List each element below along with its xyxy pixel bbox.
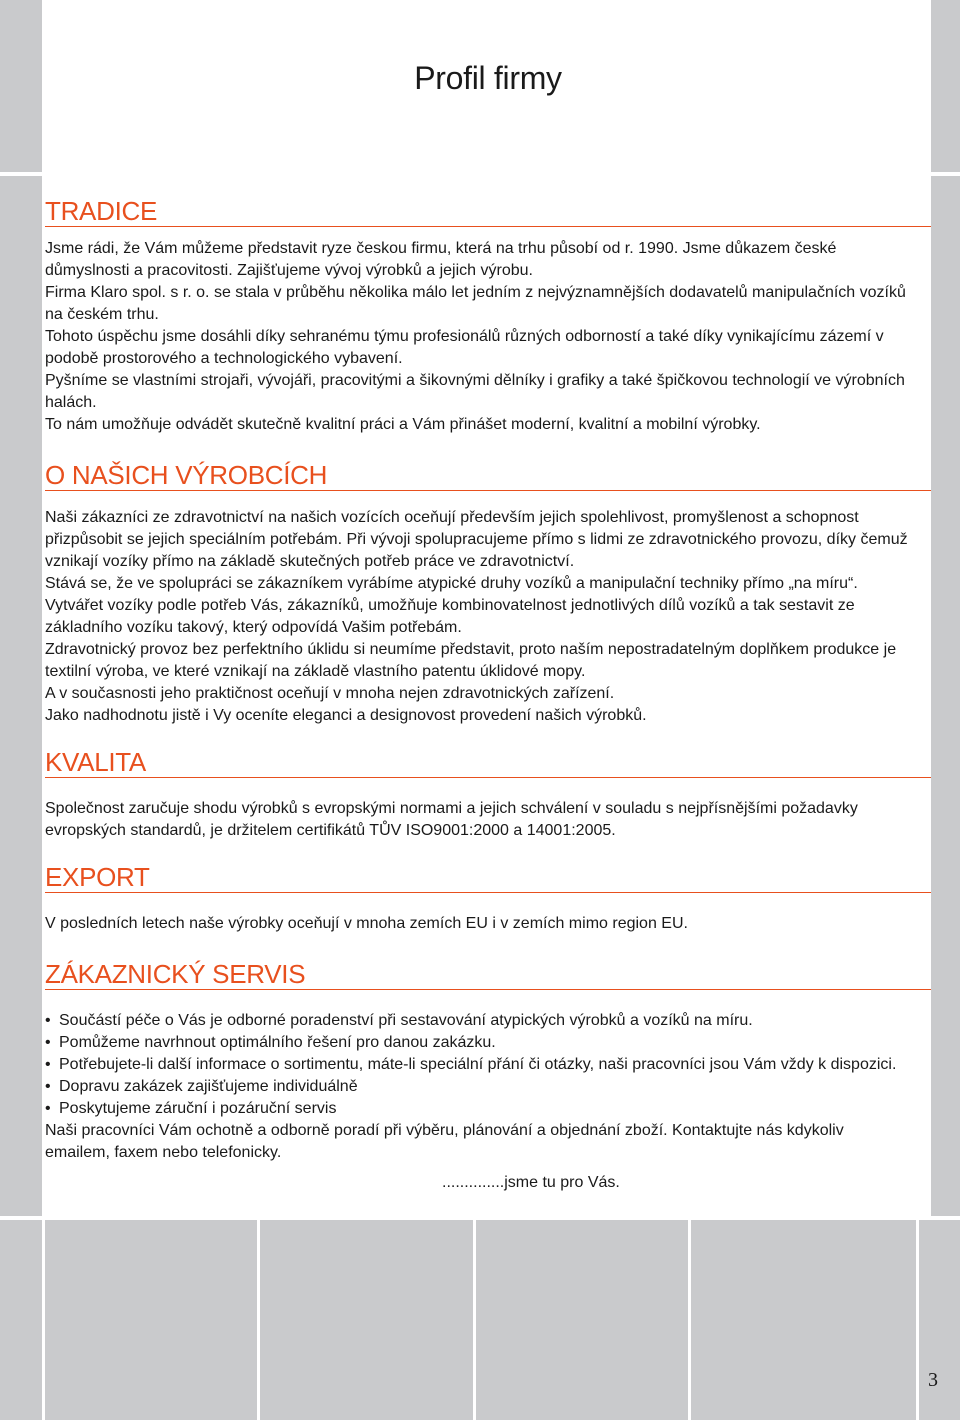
frame-cell-middle-left xyxy=(0,176,42,1216)
kvalita-paragraph-1: Společnost zaručuje shodu výrobků s evropskými normami a jejich schválení v souladu s nejpřísnějšími požadavky evropských standardů, je držitelem certifikátů TŮV ISO9001:2000 a 14001:2005. xyxy=(45,800,858,839)
servis-closing-paragraph: Naši pracovníci Vám ochotně a odborně poradí při výběru, plánování a objednání zboží. Kontaktujte nás kdykoliv emailem, faxem nebo telefonicky. xyxy=(45,1122,844,1161)
frame-cell-bottom-1 xyxy=(45,1220,257,1420)
section-tradice xyxy=(45,196,931,436)
list-item: • Poskytujeme záruční i pozáruční servis xyxy=(45,1098,931,1120)
section-servis xyxy=(45,959,931,1194)
tradice-paragraph-5: To nám umožňuje odvádět skutečně kvalitní práci a Vám přinášet moderní, kvalitní a mobilní výrobky. xyxy=(45,416,761,433)
vyrobky-paragraph-1: Naši zákazníci ze zdravotnictví na našich vozících oceňují především jejich spolehlivost, promyšlenost a schopnost přizpůsobit se jejich speciálním potřebám. Při vývoji spolupracujeme přímo s lidmi ze zdravotnického provozu, díky čemuž vznikají vozíky přímo na základě skutečných potřeb práce ve zdravotnictví. xyxy=(45,509,908,570)
frame-cell-bottom-2 xyxy=(260,1220,473,1420)
vyrobky-paragraph-3: Zdravotnický provoz bez perfektního úklidu si neumíme představit, proto naším nepostradatelným doplňkem produkce je textilní výroba, ve které vznikají na základě vlastního patentu úklidové mopy. xyxy=(45,641,897,680)
list-item: • Součástí péče o Vás je odborné poradenství při sestavování atypických výrobků a vozíků na míru. xyxy=(45,1010,931,1032)
frame-cell-bottom-left xyxy=(0,1220,42,1420)
section-heading-servis: ZÁKAZNICKÝ SERVIS xyxy=(45,959,931,990)
servis-signoff: ..............jsme tu pro Vás. xyxy=(442,1174,620,1191)
servis-bullet-list xyxy=(45,1010,931,1120)
frame-cell-bottom-4 xyxy=(691,1220,916,1420)
page-content xyxy=(45,176,931,1194)
export-paragraph-1: V posledních letech naše výrobky oceňují v mnoha zemích EU i v zemích mimo region EU. xyxy=(45,915,688,932)
section-heading-export: EXPORT xyxy=(45,862,931,893)
vyrobky-paragraph-5: Jako nadhodnotu jistě i Vy oceníte eleganci a designovost provedení našich výrobků. xyxy=(45,707,647,724)
tradice-paragraph-1: Jsme rádi, že Vám můžeme představit ryze českou firmu, která na trhu působí od r. 1990. Jsme důkazem české důmyslnosti a pracovitosti. Zajišťujeme vývoj výrobků a jejich výrobu. xyxy=(45,240,837,279)
frame-cell-bottom-5 xyxy=(919,1220,960,1420)
frame-cell-bottom-3 xyxy=(476,1220,688,1420)
page-number: 3 xyxy=(928,1369,938,1391)
tradice-paragraph-2: Firma Klaro spol. s r. o. se stala v průběhu několika málo let jedním z nejvýznamnějších dodavatelů manipulačních vozíků na českém trhu. xyxy=(45,284,906,323)
section-export xyxy=(45,862,931,935)
frame-cell-top-right xyxy=(931,0,960,172)
section-heading-vyrobky: O NAŠICH VÝROBCÍCH xyxy=(45,460,931,491)
section-vyrobky xyxy=(45,460,931,727)
section-kvalita xyxy=(45,747,931,842)
section-heading-tradice: TRADICE xyxy=(45,196,931,227)
tradice-paragraph-4: Pyšníme se vlastními strojaři, vývojáři, pracovitými a šikovnými dělníky i grafiky a také špičkovou technologií ve výrobních halách. xyxy=(45,372,905,411)
vyrobky-paragraph-4: A v současnosti jeho praktičnost oceňují v mnoha nejen zdravotnických zařízení. xyxy=(45,685,615,702)
list-item: • Potřebujete-li další informace o sortimentu, máte-li speciální přání či otázky, naši pracovníci jsou Vám vždy k dispozici. xyxy=(45,1054,931,1076)
page-title: Profil firmy xyxy=(414,60,562,96)
tradice-paragraph-3: Tohoto úspěchu jsme dosáhli díky sehranému týmu profesionálů různých odborností a také díky vynikajícímu zázemí v podobě prostorového a technologického vybavení. xyxy=(45,328,884,367)
list-item: • Pomůžeme navrhnout optimálního řešení pro danou zakázku. xyxy=(45,1032,931,1054)
section-heading-kvalita: KVALITA xyxy=(45,747,931,778)
frame-cell-middle-right xyxy=(931,176,960,1216)
list-item: • Dopravu zakázek zajišťujeme individuálně xyxy=(45,1076,931,1098)
frame-cell-top-left xyxy=(0,0,42,172)
vyrobky-paragraph-2: Stává se, že ve spolupráci se zákazníkem vyrábíme atypické druhy vozíků a manipulační techniky přímo „na míru“. Vytvářet vozíky podle potřeb Vás, zákazníků, umožňuje kombinovatelnost jednotlivých dílů vozíků a tak sestavit ze základního vozíku takový, který odpovídá Vašim potřebám. xyxy=(45,575,858,636)
